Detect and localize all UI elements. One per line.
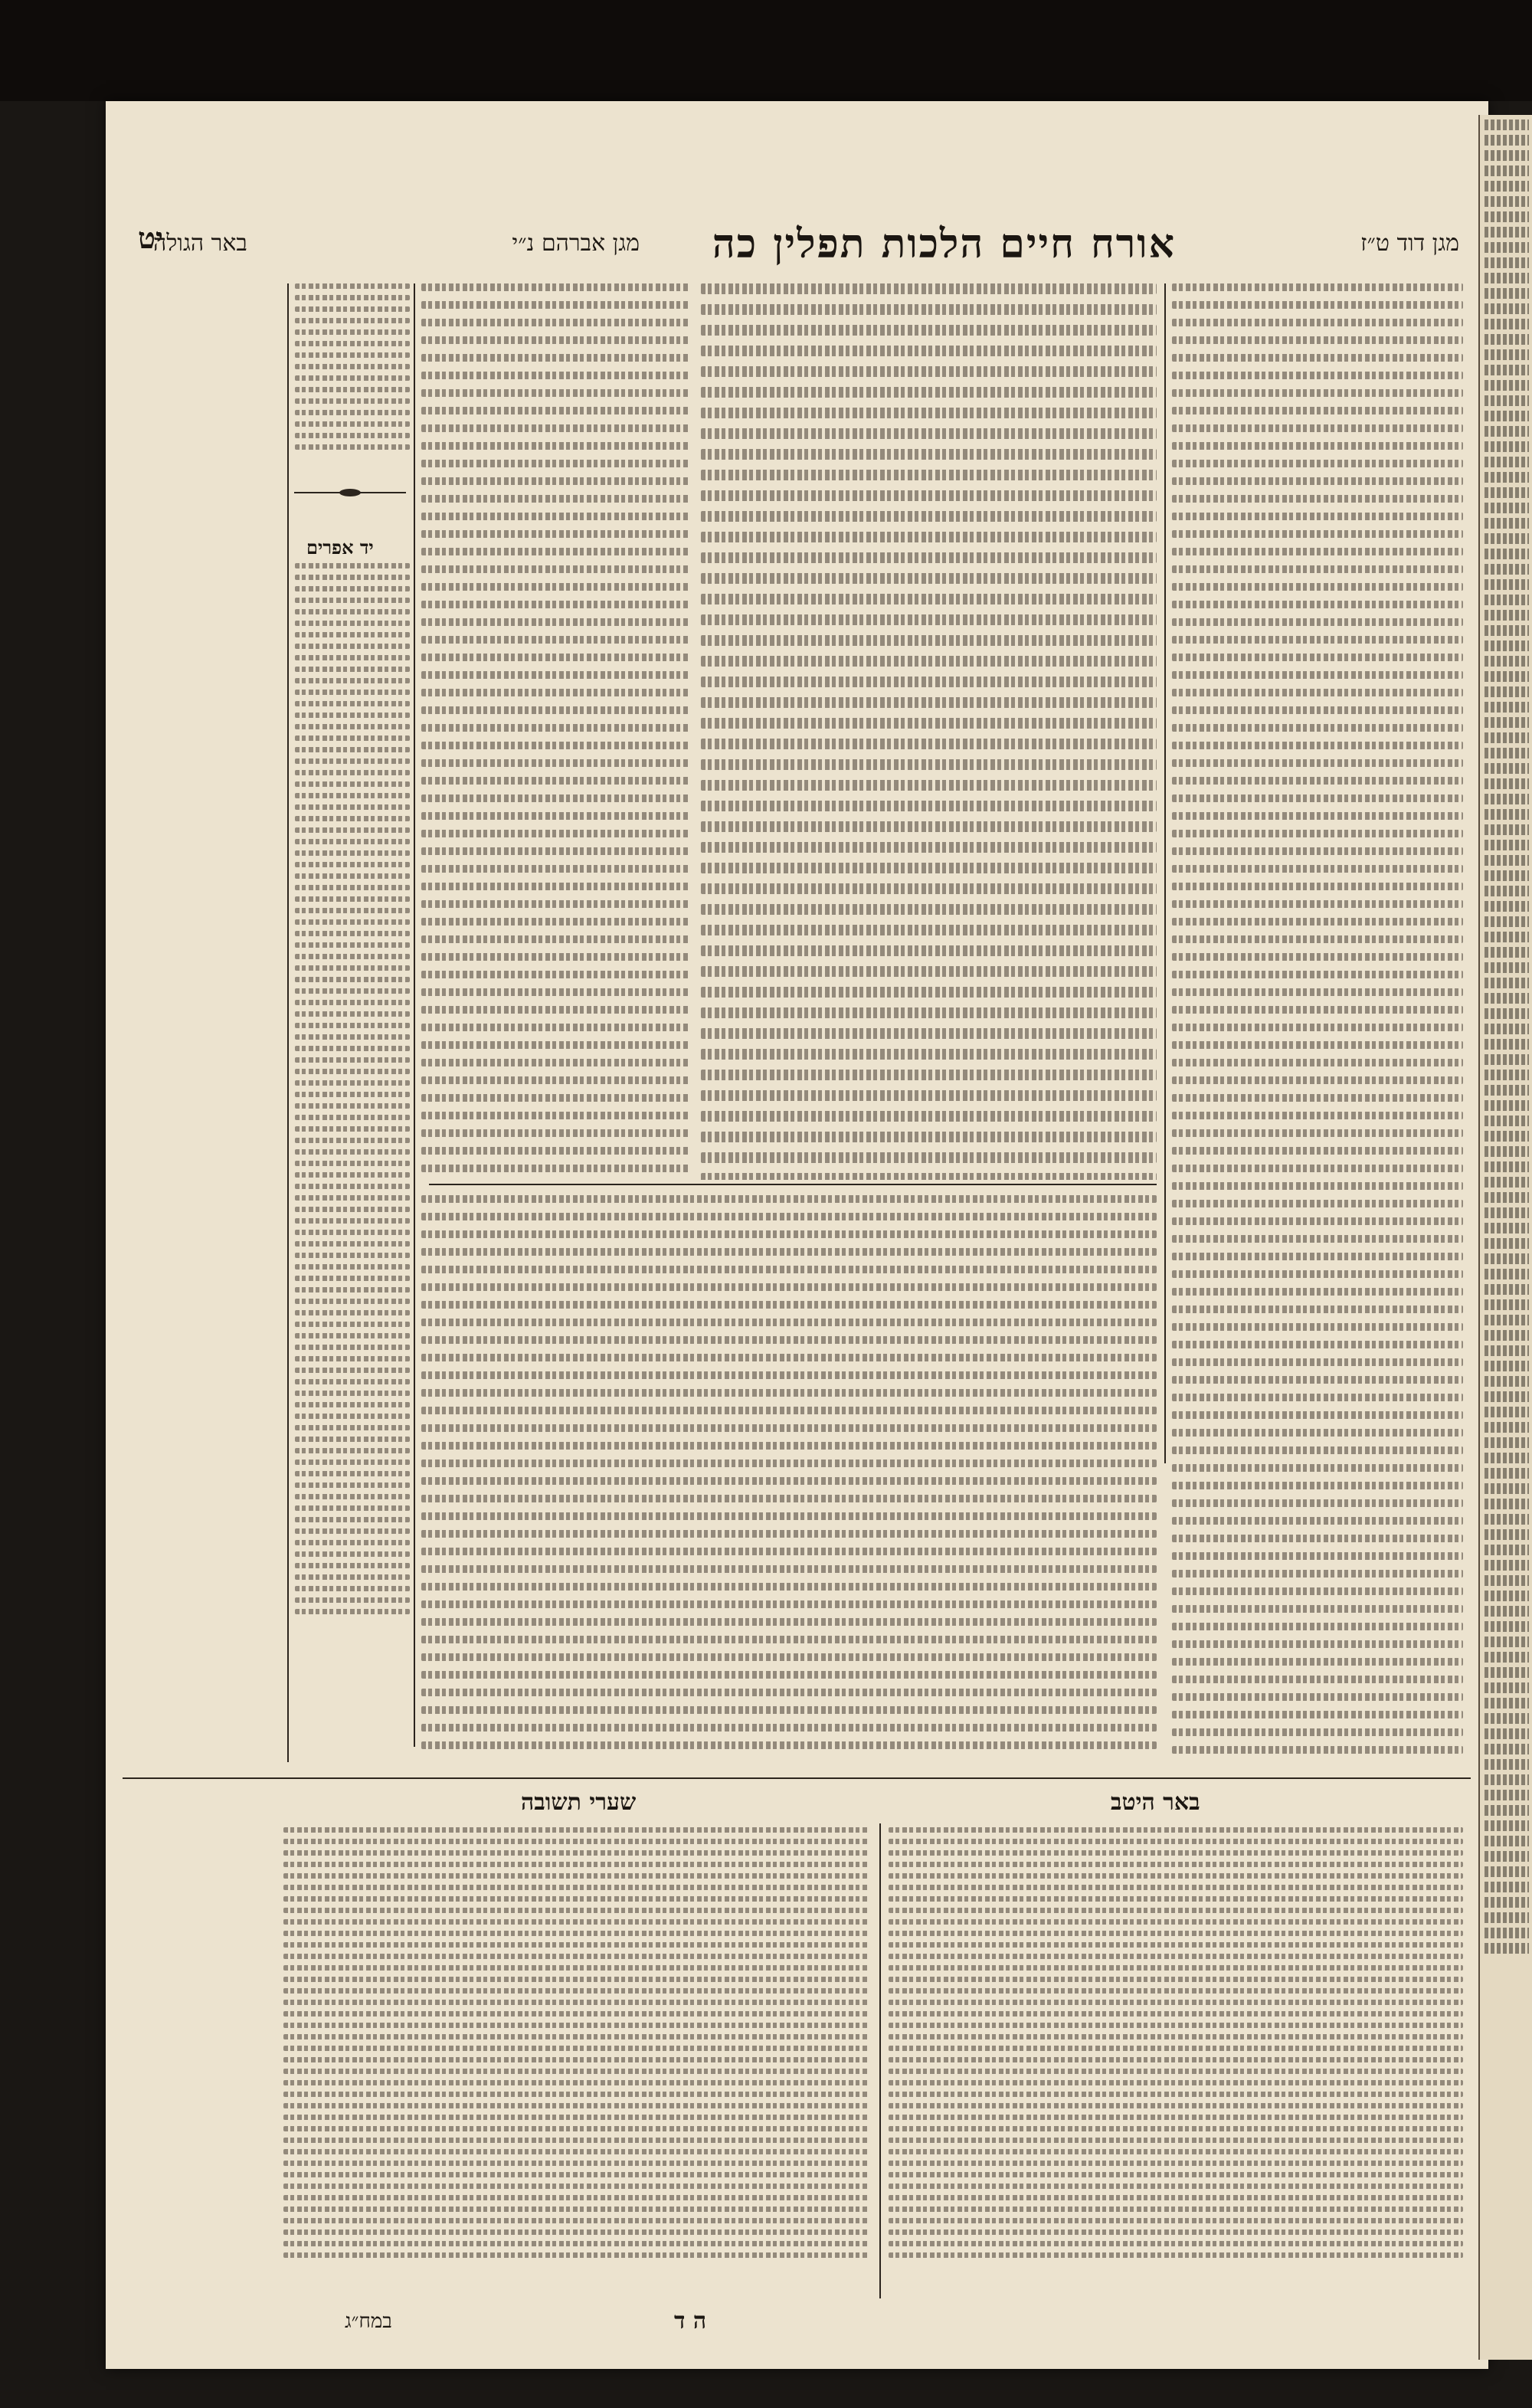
column-divider: [879, 1823, 881, 2298]
magen-david-label: מגן דוד ט״ז: [1360, 230, 1459, 257]
horizontal-rule: [429, 1184, 1157, 1185]
ornament-divider: [293, 487, 408, 498]
running-header: [130, 221, 1467, 267]
shaarei-teshuvah-heading: שערי תשובה: [521, 1789, 637, 1816]
baer-heitev-column: [889, 1827, 1463, 2287]
yad-ephraim-heading: יד אפרים: [306, 536, 374, 559]
main-text-column: [701, 283, 1157, 1180]
magen-avraham-continuation: [421, 1195, 1157, 1770]
magen-avraham-column: [421, 283, 689, 1180]
page-title: אורח חיים הלכות תפלין כה: [712, 221, 1176, 267]
column-divider: [287, 283, 289, 1762]
baer-hagolah-column: [295, 283, 410, 483]
magen-avraham-label: מגן אברהם נ״י: [512, 230, 640, 257]
shaarei-teshuvah-column: [283, 1827, 869, 2287]
baer-heitev-heading: באר היטב: [1111, 1789, 1200, 1816]
baer-hagolah-label: באר הגולה: [153, 230, 247, 257]
next-page-edge: [1478, 115, 1532, 2360]
catchword: במח״ג: [345, 2310, 392, 2333]
column-divider: [414, 283, 415, 1747]
magen-david-column: [1172, 283, 1463, 1770]
page-number: יט: [138, 221, 163, 255]
yad-ephraim-column: [295, 563, 410, 1758]
horizontal-rule: [123, 1777, 1471, 1779]
column-divider: [1164, 283, 1166, 1463]
top-margin-background: [0, 0, 1532, 101]
signature-mark: ה ד: [674, 2308, 707, 2334]
